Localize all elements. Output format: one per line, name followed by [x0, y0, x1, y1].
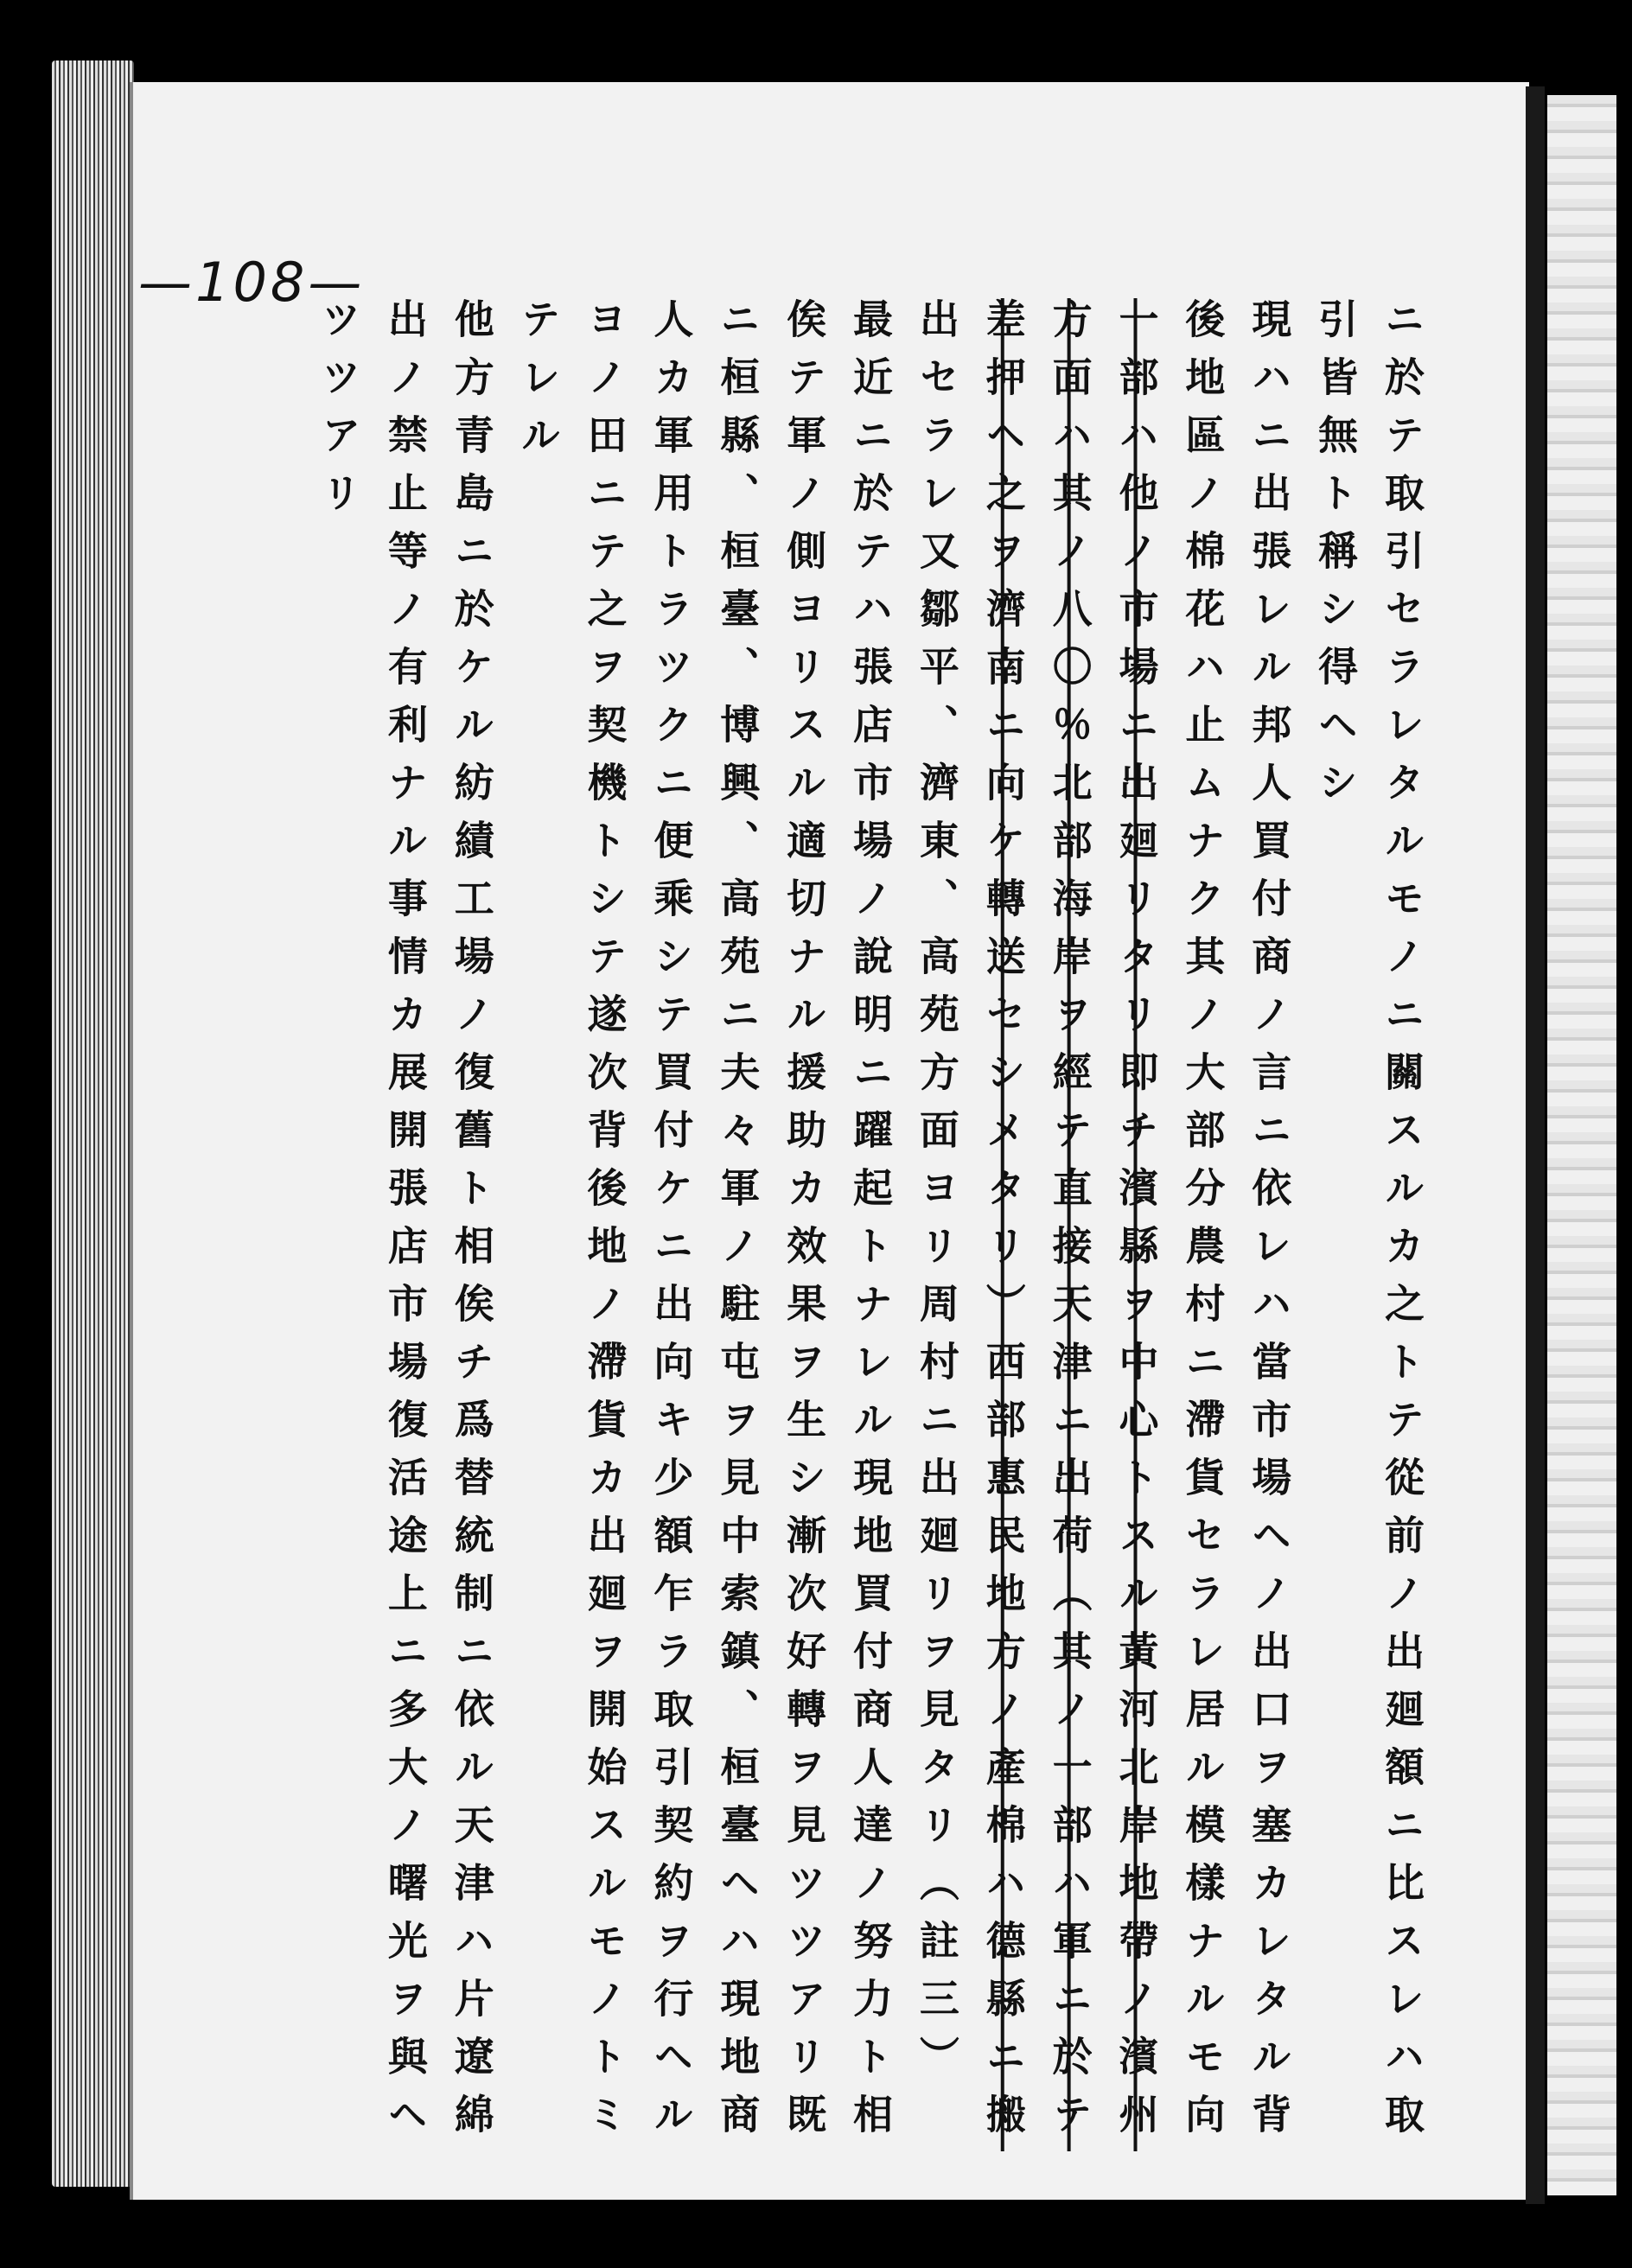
text-column: 他方青島ニ於ケル紡績工場ノ復舊ト相俟チ爲替統制ニ依ル天津ハ片遼綿: [448, 298, 495, 2151]
text-column: 差押ヘ之ヲ濟南ニ向ケ轉送セシメタリ）西部惠民地方ノ產棉ハ德縣ニ搬: [979, 298, 1027, 2151]
book-binding-edge: [1526, 86, 1545, 2204]
text-column: 一部ハ他ノ市場ニ出廻リタリ即チ濱縣ヲ中心トスル黃河北岸地帶ノ濱州: [1112, 298, 1160, 2151]
text-column: 人カ軍用トラツクニ便乘シテ買付ケニ出向キ少額乍ラ取引契約ヲ行ヘル: [647, 298, 695, 2151]
facing-page-edge: [1547, 95, 1616, 2195]
text-column: ニ桓縣、桓臺、博興、高苑ニ夫々軍ノ駐屯ヲ見中索鎮、桓臺ヘハ現地商: [714, 298, 762, 2151]
vertical-text-block: [307, 298, 1425, 2151]
text-column: 俟テ軍ノ側ヨリスル適切ナル援助カ效果ヲ生シ漸次好轉ヲ見ツツアリ既: [781, 298, 828, 2151]
text-column: ツツアリ: [316, 298, 362, 530]
text-column: 引皆無ト稱シ得ヘシ: [1312, 298, 1360, 819]
text-column: 出ノ禁止等ノ有利ナル事情カ展開張店市場復活途上ニ多大ノ曙光ヲ與ヘ: [381, 298, 429, 2151]
text-column: ヨノ田ニテ之ヲ契機トシテ遂次背後地ノ滯貨カ出廻ヲ開始スルモノトミ: [581, 298, 628, 2151]
text-column: 現ハニ出張レル邦人買付商ノ言ニ依レハ當市場ヘノ出口ヲ塞カレタル背: [1246, 298, 1293, 2151]
text-column: 最近ニ於テハ張店市場ノ說明ニ躍起トナレル現地買付商人達ノ努力ト相: [847, 298, 894, 2151]
page-number: —108—: [138, 251, 366, 314]
book-page-edges: [52, 61, 134, 2187]
text-column: 後地區ノ棉花ハ止ムナク其ノ大部分農村ニ滯貨セラレ居ル模樣ナルモ向: [1179, 298, 1227, 2151]
text-column: 出セラレ又鄒平、濟東、高苑方面ヨリ周村ニ出廻リヲ見タリ（註三）: [913, 298, 960, 2093]
text-column: 方面ハ其ノ八〇％北部海岸ヲ經テ直接天津ニ出荷（其ノ一部ハ軍ニ於テ: [1046, 298, 1093, 2151]
text-column: テレル: [514, 298, 562, 472]
text-column: ニ於テ取引セラレタルモノニ關スルカ之トテ從前ノ出廻額ニ比スレハ取: [1379, 298, 1425, 2151]
